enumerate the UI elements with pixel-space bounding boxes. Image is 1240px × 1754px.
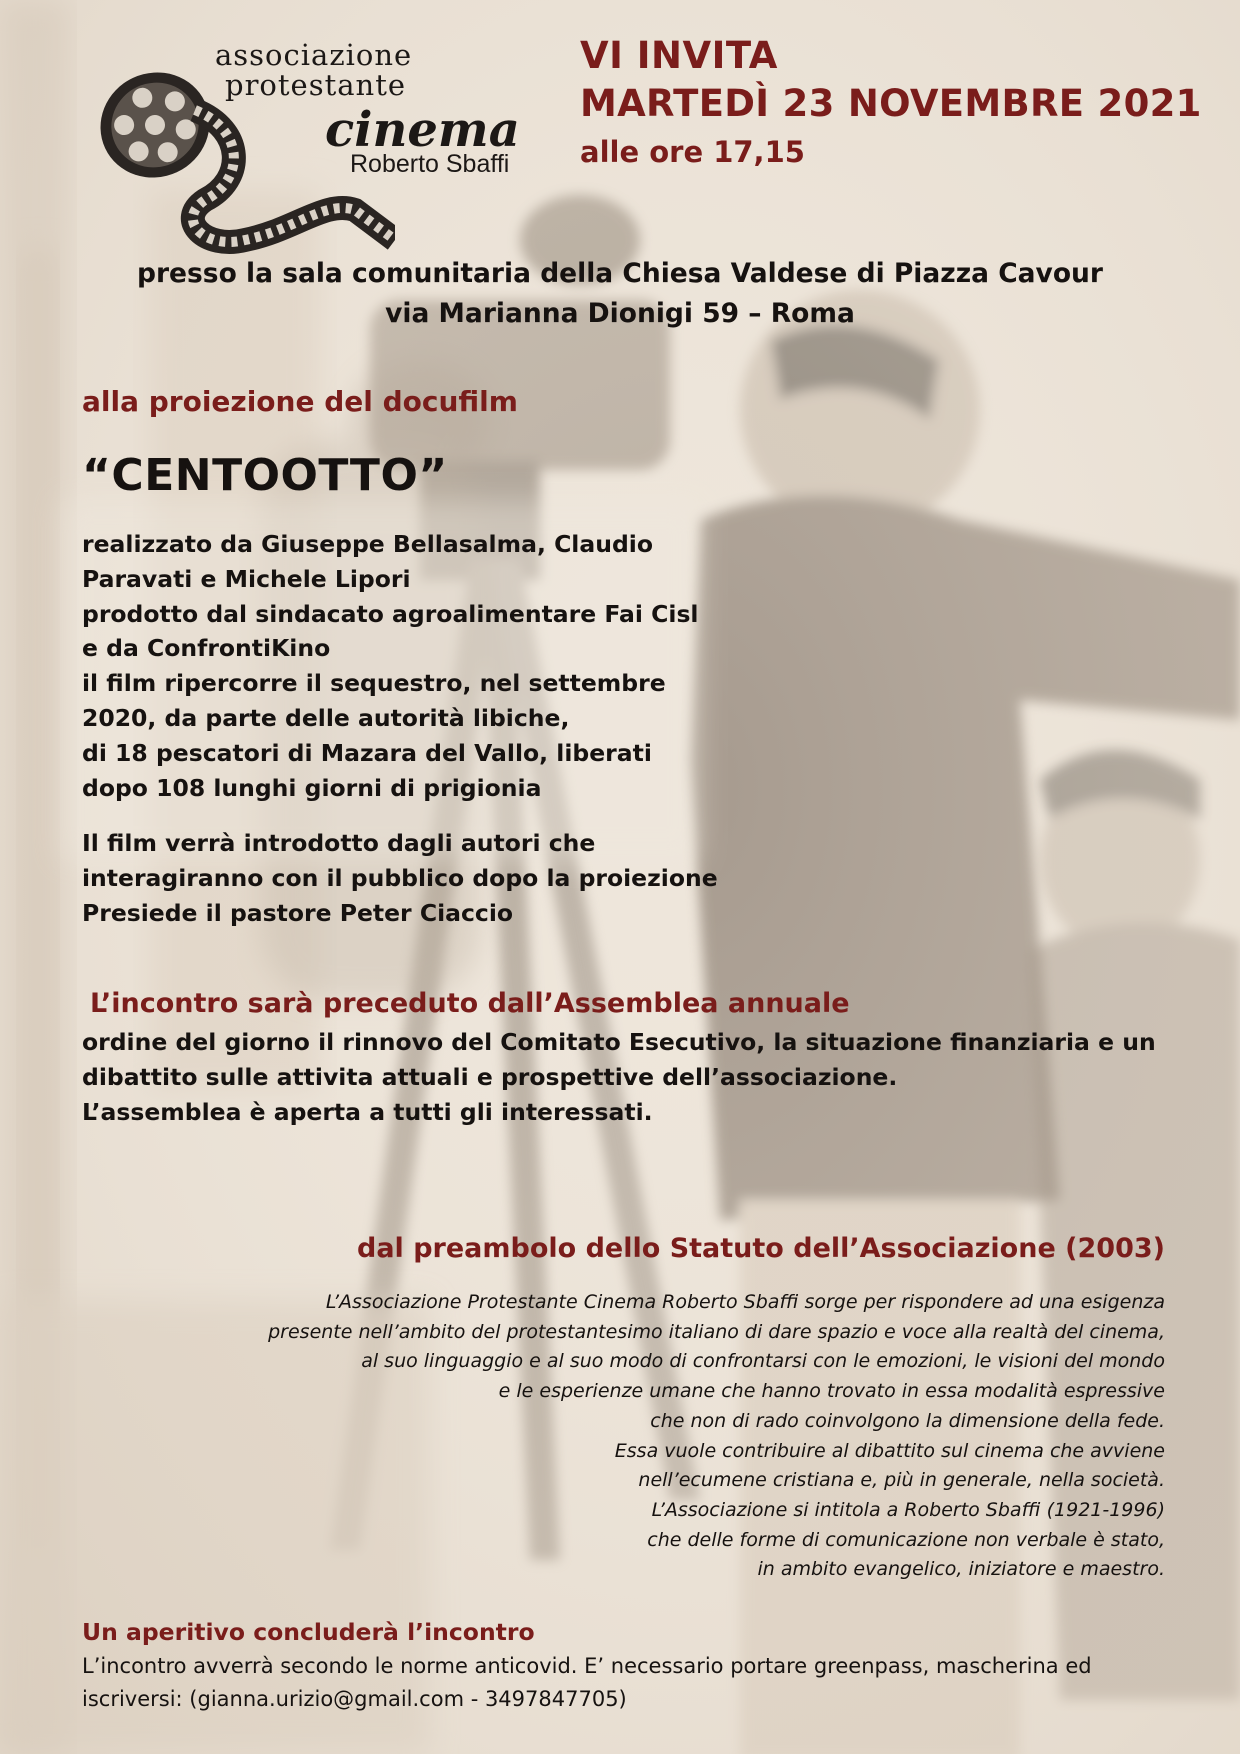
film-intro: alla proiezione del docufilm	[82, 385, 518, 418]
contact-info: iscriversi: (gianna.urizio@gmail.com - 3497847705)	[82, 1687, 627, 1711]
preamble-line: che non di rado coinvolgono la dimensione della fede.	[650, 1409, 1165, 1432]
preamble-line: e le esperienze umane che hanno trovato in essa modalità espressive	[498, 1380, 1165, 1403]
preamble-line: al suo linguaggio e al suo modo di confrontarsi con le emozioni, le visioni del mondo	[361, 1350, 1165, 1373]
film-description-line: Paravati e Michele Lipori	[82, 564, 411, 593]
assembly-line: dibattito sulle attivita attuali e prospettive dell’associazione.	[82, 1063, 898, 1091]
assembly-line: ordine del giorno il rinnovo del Comitato Esecutivo, la situazione finanziaria e un	[82, 1028, 1156, 1056]
preamble-line: presente nell’ambito del protestantesimo italiano di dare spazio e voce alla realtà del cinema,	[268, 1320, 1165, 1343]
covid-note	[82, 1650, 1092, 1716]
venue-line-2: via Marianna Dionigi 59 – Roma	[385, 298, 855, 329]
preamble-line: in ambito evangelico, iniziatore e maestro.	[757, 1558, 1165, 1581]
film-notes	[82, 826, 718, 930]
preamble-text	[165, 1288, 1165, 1585]
film-notes-line: Il film verrà introdotto dagli autori che	[82, 829, 596, 857]
aperitivo-note: Un aperitivo concluderà l’incontro	[82, 1618, 535, 1646]
event-date: MARTEDÌ 23 NOVEMBRE 2021	[580, 82, 1202, 125]
preamble-line: che delle forme di comunicazione non verbale è stato,	[647, 1528, 1165, 1551]
assembly-text	[82, 1025, 1156, 1130]
logo-text-associazione: associazione	[215, 38, 413, 72]
logo-text-cinema: cinema	[325, 102, 520, 158]
film-description	[82, 527, 699, 805]
association-logo	[95, 30, 525, 250]
invite-label: VI INVITA	[580, 34, 778, 77]
preamble-line: L’Associazione si intitola a Roberto Sbaffi (1921-1996)	[651, 1498, 1165, 1521]
preamble-line: Essa vuole contribuire al dibattito sul cinema che avviene	[614, 1439, 1165, 1462]
venue-line-1: presso la sala comunitaria della Chiesa Valdese di Piazza Cavour	[137, 258, 1103, 289]
film-description-line: di 18 pescatori di Mazara del Vallo, liberati	[82, 738, 652, 767]
preamble-line: L’Associazione Protestante Cinema Roberto Sbaffi sorge per rispondere ad una esigenza	[325, 1291, 1165, 1313]
film-description-line: 2020, da parte delle autorità libiche,	[82, 703, 570, 732]
film-description-line: prodotto dal sindacato agroalimentare Fai Cisl	[82, 599, 699, 628]
film-description-line: realizzato da Giuseppe Bellasalma, Claudio	[82, 530, 653, 558]
film-notes-line: Presiede il pastore Peter Ciaccio	[82, 898, 514, 927]
invite-header	[580, 34, 1202, 174]
venue	[0, 254, 1240, 334]
event-time: alle ore 17,15	[580, 135, 805, 169]
film-description-line: il film ripercorre il sequestro, nel settembre	[82, 669, 666, 698]
film-notes-line: interagiranno con il pubblico dopo la proiezione	[82, 863, 718, 892]
film-title: “CENTOOTTO”	[82, 450, 448, 501]
film-description-line: e da ConfrontiKino	[82, 634, 331, 663]
assembly-line: L’assemblea è aperta a tutti gli interessati.	[82, 1098, 653, 1126]
assembly-title: L’incontro sarà preceduto dall’Assemblea annuale	[90, 988, 850, 1019]
preamble-title: dal preambolo dello Statuto dell’Associazione (2003)	[357, 1233, 1165, 1264]
film-description-line: dopo 108 lunghi giorni di prigionia	[82, 773, 542, 802]
covid-note-line: L’incontro avverrà secondo le norme anticovid. E’ necessario portare greenpass, mascherina ed	[82, 1654, 1092, 1678]
logo-text-name: Roberto Sbaffi	[350, 150, 510, 178]
preamble-line: nell’ecumene cristiana e, più in generale, nella società.	[638, 1469, 1165, 1492]
logo-text-protestante: protestante	[225, 68, 407, 102]
